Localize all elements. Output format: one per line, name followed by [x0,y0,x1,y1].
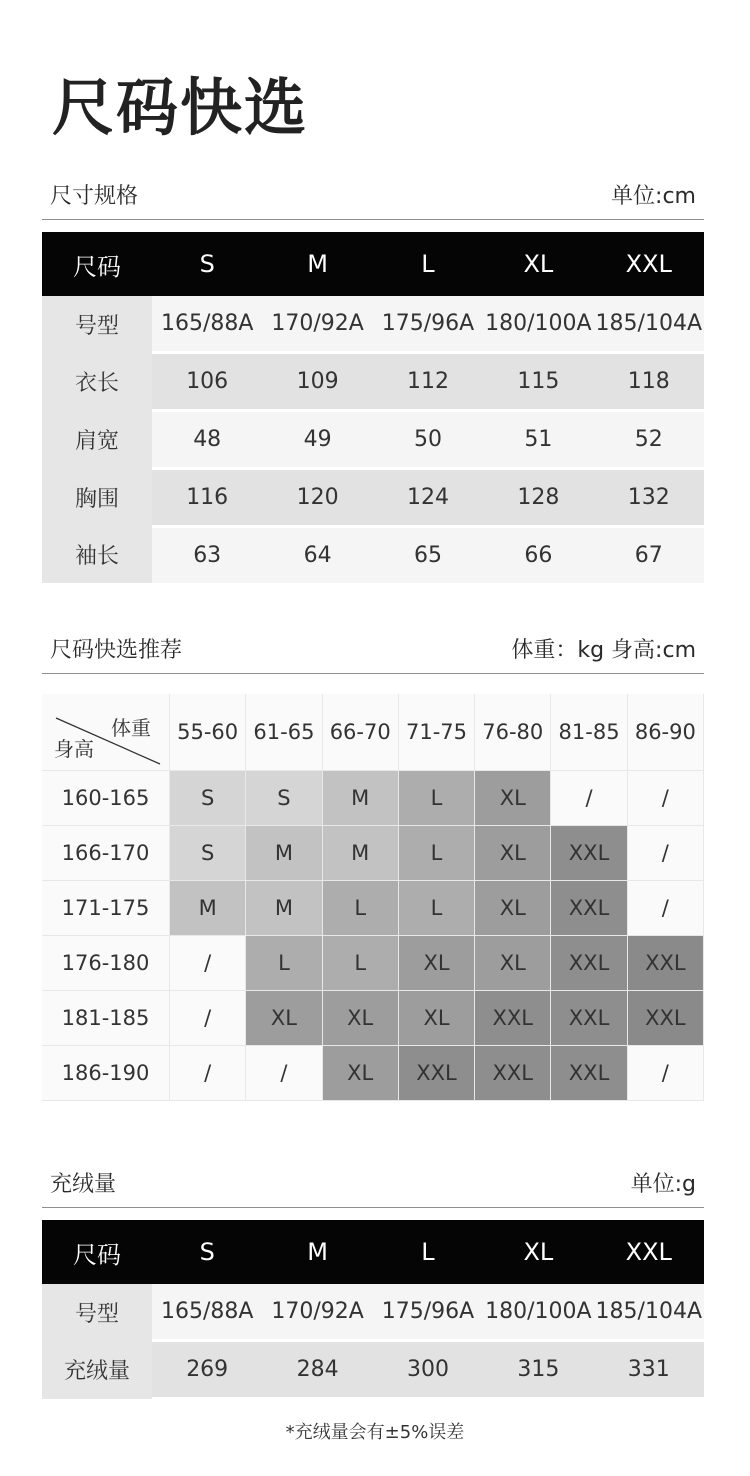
height-header: 176-180 [42,936,170,991]
table-cell: 165/88A [152,1284,262,1341]
table-row [42,826,704,881]
table-cell: 50 [373,411,483,469]
table-cell: 180/100A [483,1284,593,1341]
size-cell: / [170,1046,246,1101]
down-size-s: S [152,1220,262,1284]
size-cell: XL [398,936,474,991]
table-cell: 115 [483,353,593,411]
height-header: 166-170 [42,826,170,881]
page-title: 尺码快选 [52,71,309,144]
size-spec-table [42,232,704,583]
table-row [42,991,704,1046]
size-cell: XXL [398,1046,474,1101]
table-cell: 118 [594,353,704,411]
height-header: 181-185 [42,991,170,1046]
table-row [42,527,704,584]
table-cell: 120 [262,469,372,527]
size-cell: XXL [475,1046,551,1101]
table-cell: 284 [262,1341,372,1399]
table-cell: 66 [483,527,593,584]
size-cell: XL [475,881,551,936]
table-cell: 175/96A [373,296,483,353]
size-cell: M [322,826,398,881]
table-cell: 185/104A [594,296,704,353]
corner-weight-label: 体重 [111,716,151,740]
size-cell: XXL [551,826,627,881]
table-cell: 63 [152,527,262,584]
weight-header: 86-90 [627,694,703,771]
size-cell: XXL [551,1046,627,1101]
recommend-section-header [42,624,704,674]
table-cell: 109 [262,353,372,411]
size-cell: XL [475,936,551,991]
table-row [42,1284,704,1341]
size-cell: M [246,881,322,936]
size-cell: XXL [551,991,627,1046]
weight-header: 76-80 [475,694,551,771]
table-row [42,881,704,936]
table-cell: 180/100A [483,296,593,353]
size-cell: L [398,771,474,826]
table-cell: 175/96A [373,1284,483,1341]
down-size-m: M [262,1220,372,1284]
size-cell: XXL [627,991,703,1046]
table-row [42,771,704,826]
down-fill-table [42,1220,704,1400]
table-cell: 112 [373,353,483,411]
size-cell: / [627,826,703,881]
size-cell: XL [322,991,398,1046]
weight-header: 61-65 [246,694,322,771]
weight-header: 66-70 [322,694,398,771]
size-cell: L [398,881,474,936]
row-label: 袖长 [42,527,152,584]
size-cell: XXL [627,936,703,991]
table-cell: 116 [152,469,262,527]
recommend-header-row [42,694,704,771]
size-cell: / [627,771,703,826]
down-unit: 单位:g [630,1172,696,1197]
table-cell: 49 [262,411,372,469]
table-cell: 106 [152,353,262,411]
table-row [42,469,704,527]
table-cell: 185/104A [594,1284,704,1341]
spec-heading: 尺寸规格 [50,184,139,209]
table-cell: 315 [483,1341,593,1399]
table-cell: 52 [594,411,704,469]
table-cell: 48 [152,411,262,469]
down-heading: 充绒量 [50,1172,117,1197]
table-cell: 64 [262,527,372,584]
table-row [42,1341,704,1399]
table-cell: 331 [594,1341,704,1399]
down-tolerance-note: *充绒量会有±5%误差 [285,1422,465,1443]
size-cell: L [246,936,322,991]
row-label: 胸围 [42,469,152,527]
table-cell: 128 [483,469,593,527]
size-cell: XL [475,826,551,881]
size-cell: S [170,771,246,826]
down-header-label: 尺码 [42,1220,152,1284]
table-cell: 269 [152,1341,262,1399]
spec-unit: 单位:cm [611,184,696,209]
table-row [42,296,704,353]
spec-size-xl: XL [483,232,593,296]
size-cell: M [170,881,246,936]
height-header: 160-165 [42,771,170,826]
size-cell: XXL [551,936,627,991]
weight-header: 71-75 [398,694,474,771]
size-cell: XXL [551,881,627,936]
table-cell: 51 [483,411,593,469]
table-cell: 67 [594,527,704,584]
size-cell: XL [322,1046,398,1101]
size-cell: / [551,771,627,826]
down-size-l: L [373,1220,483,1284]
size-cell: M [246,826,322,881]
size-cell: XL [246,991,322,1046]
down-size-xl: XL [483,1220,593,1284]
corner-height-label: 身高 [54,737,94,761]
spec-section-header [42,170,704,220]
spec-size-m: M [262,232,372,296]
size-cell: S [246,771,322,826]
row-label: 号型 [42,1284,152,1341]
row-label: 号型 [42,296,152,353]
size-cell: XXL [475,991,551,1046]
size-recommend-table [42,694,704,1101]
size-cell: L [322,936,398,991]
table-row [42,353,704,411]
size-cell: / [170,936,246,991]
table-cell: 124 [373,469,483,527]
table-row [42,1046,704,1101]
size-cell: XL [475,771,551,826]
weight-header: 55-60 [170,694,246,771]
size-cell: / [627,881,703,936]
row-label: 肩宽 [42,411,152,469]
size-cell: L [398,826,474,881]
size-cell: / [246,1046,322,1101]
table-cell: 300 [373,1341,483,1399]
table-cell: 170/92A [262,296,372,353]
table-cell: 165/88A [152,296,262,353]
size-cell: L [322,881,398,936]
spec-header-label: 尺码 [42,232,152,296]
recommend-unit: 体重：kg 身高:cm [511,638,696,663]
size-cell: S [170,826,246,881]
size-cell: M [322,771,398,826]
row-label: 衣长 [42,353,152,411]
size-cell: / [627,1046,703,1101]
size-cell: XL [398,991,474,1046]
spec-header-row [42,232,704,296]
size-cell: / [170,991,246,1046]
spec-size-l: L [373,232,483,296]
table-cell: 65 [373,527,483,584]
weight-header: 81-85 [551,694,627,771]
table-row [42,411,704,469]
height-header: 171-175 [42,881,170,936]
spec-size-s: S [152,232,262,296]
table-cell: 170/92A [262,1284,372,1341]
down-size-xxl: XXL [594,1220,704,1284]
row-label: 充绒量 [42,1341,152,1399]
height-header: 186-190 [42,1046,170,1101]
table-cell: 132 [594,469,704,527]
down-header-row [42,1220,704,1284]
down-section-header [42,1158,704,1208]
spec-size-xxl: XXL [594,232,704,296]
recommend-heading: 尺码快选推荐 [50,638,183,663]
table-row [42,936,704,991]
corner-cell [42,694,170,771]
